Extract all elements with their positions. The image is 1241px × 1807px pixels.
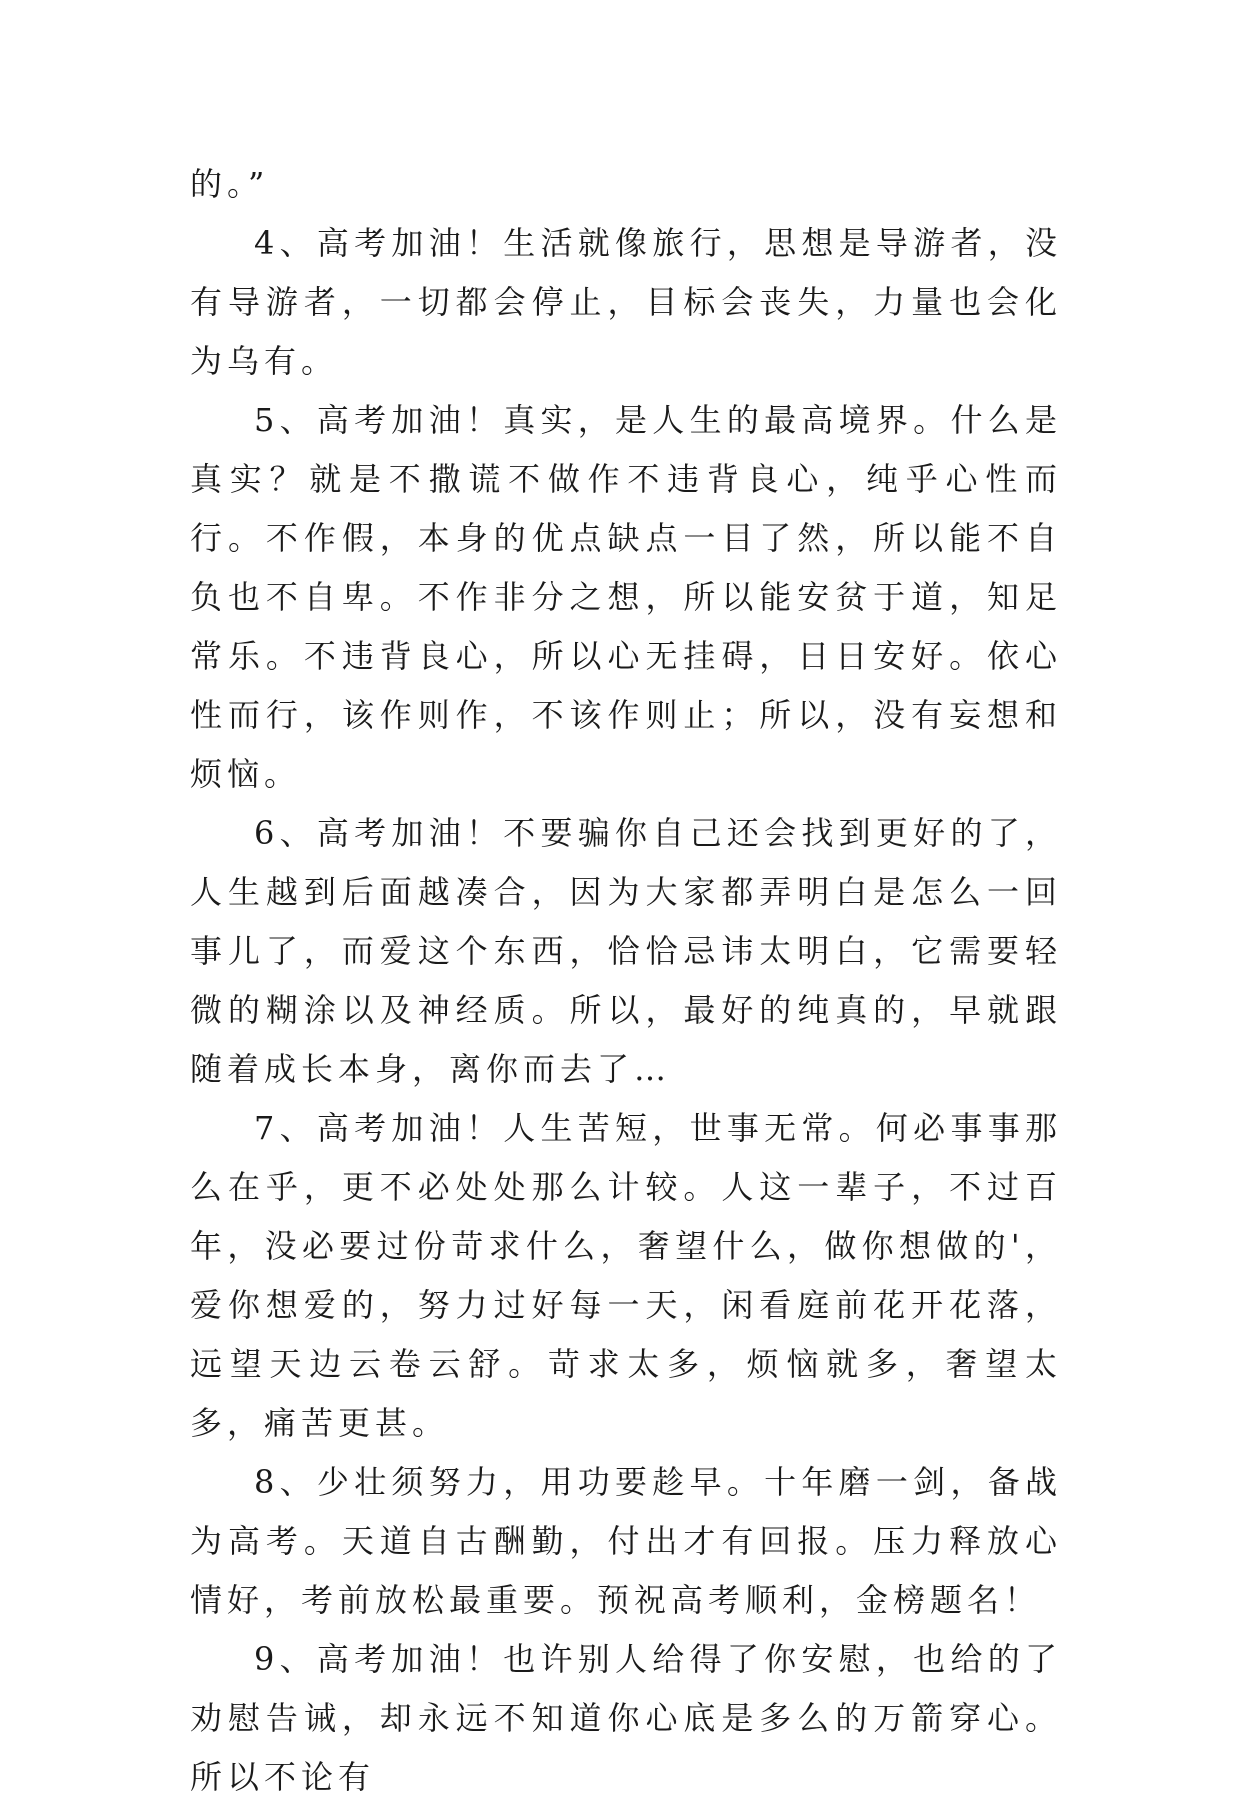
paragraph-item-8: 8、少壮须努力，用功要趁早。十年磨一剑，备战为高考。天道自古酬勤，付出才有回报。压力释放心情好，考前放松最重要。预祝高考顺利，金榜题名！ [190,1463,1062,1619]
paragraph-item-4: 4、高考加油！生活就像旅行，思想是导游者，没有导游者，一切都会停止，目标会丧失，力量也会化为乌有。 [190,224,1062,380]
paragraph-item-5: 5、高考加油！真实，是人生的最高境界。什么是真实？就是不撒谎不做作不违背良心，纯乎心性而行。不作假，本身的优点缺点一目了然，所以能不自负也不自卑。不作非分之想，所以能安贫于道，知足常乐。不违背良心，所以心无挂碍，日日安好。依心性而行，该作则作，不该作则止；所以，没有妄想和烦恼。 [190,401,1062,793]
paragraph-item-6: 6、高考加油！不要骗你自己还会找到更好的了，人生越到后面越凑合，因为大家都弄明白是怎么一回事儿了，而爱这个东西，恰恰忌讳太明白，它需要轻微的糊涂以及神经质。所以，最好的纯真的，早就跟随着成长本身，离你而去了… [190,814,1062,1088]
document-body [190,155,1062,1807]
paragraph-continued: 的。” [190,165,270,203]
paragraph-item-7: 7、高考加油！人生苦短，世事无常。何必事事那么在乎，更不必处处那么计较。人这一辈子，不过百年，没必要过份苛求什么，奢望什么，做你想做的'，爱你想爱的，努力过好每一天，闲看庭前花开花落，远望天边云卷云舒。苛求太多，烦恼就多，奢望太多，痛苦更甚。 [190,1109,1062,1442]
paragraph-item-9: 9、高考加油！也许别人给得了你安慰，也给的了劝慰告诫，却永远不知道你心底是多么的万箭穿心。所以不论有 [190,1640,1062,1796]
